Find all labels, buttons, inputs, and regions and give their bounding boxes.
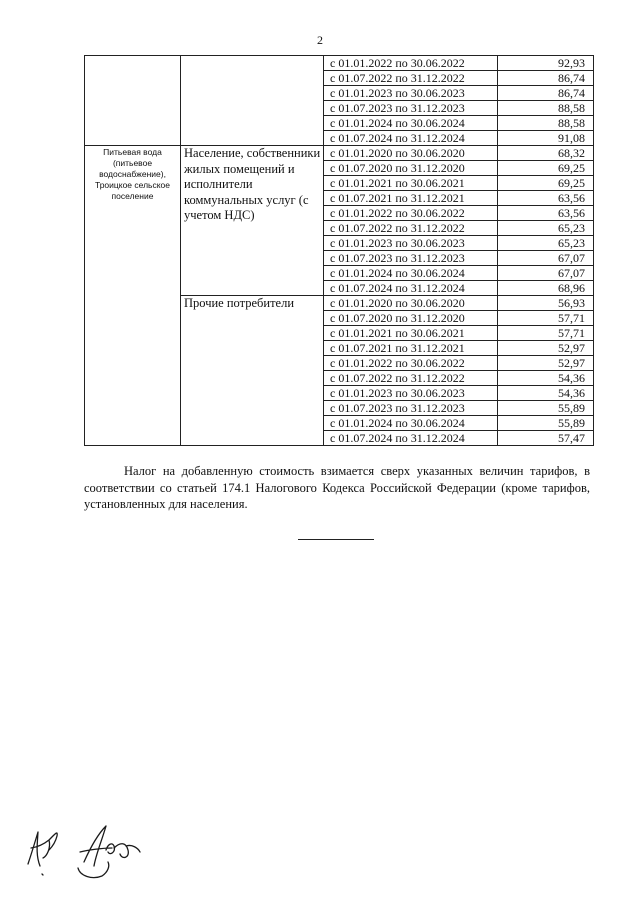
end-of-document-line bbox=[298, 539, 374, 540]
tariff-value-cell: 67,07 bbox=[498, 251, 594, 266]
period-cell: с 01.07.2022 по 31.12.2022 bbox=[324, 371, 498, 386]
period-cell: с 01.01.2020 по 30.06.2020 bbox=[324, 296, 498, 311]
period-cell: с 01.01.2022 по 30.06.2022 bbox=[324, 56, 498, 71]
tariff-value-cell: 88,58 bbox=[498, 101, 594, 116]
consumer-cell: Прочие потребители bbox=[181, 296, 324, 446]
table-row bbox=[85, 56, 594, 71]
tariff-value-cell: 91,08 bbox=[498, 131, 594, 146]
period-cell: с 01.01.2024 по 30.06.2024 bbox=[324, 416, 498, 431]
tariff-value-cell: 65,23 bbox=[498, 236, 594, 251]
tariff-table-body bbox=[85, 56, 594, 446]
tariff-value-cell: 57,47 bbox=[498, 431, 594, 446]
period-cell: с 01.07.2022 по 31.12.2022 bbox=[324, 71, 498, 86]
tariff-value-cell: 54,36 bbox=[498, 371, 594, 386]
tariff-value-cell: 56,93 bbox=[498, 296, 594, 311]
vat-note: Налог на добавленную стоимость взимается сверх указанных величин тарифов, в соответствии со статьей 174.1 Налогового Кодекса Российской Федерации (кроме тарифов, установленных для населения. bbox=[84, 464, 590, 511]
tariff-value-cell: 52,97 bbox=[498, 356, 594, 371]
consumer-cell bbox=[181, 56, 324, 146]
period-cell: с 01.07.2021 по 31.12.2021 bbox=[324, 191, 498, 206]
period-cell: с 01.07.2022 по 31.12.2022 bbox=[324, 221, 498, 236]
tariff-value-cell: 55,89 bbox=[498, 401, 594, 416]
period-cell: с 01.07.2020 по 31.12.2020 bbox=[324, 311, 498, 326]
period-cell: с 01.07.2024 по 31.12.2024 bbox=[324, 131, 498, 146]
signature-full bbox=[78, 826, 140, 878]
period-cell: с 01.07.2023 по 31.12.2023 bbox=[324, 401, 498, 416]
period-cell: с 01.07.2021 по 31.12.2021 bbox=[324, 341, 498, 356]
tariff-value-cell: 69,25 bbox=[498, 176, 594, 191]
table-row bbox=[85, 146, 594, 161]
period-cell: с 01.01.2022 по 30.06.2022 bbox=[324, 206, 498, 221]
tariff-value-cell: 86,74 bbox=[498, 71, 594, 86]
tariff-value-cell: 67,07 bbox=[498, 266, 594, 281]
tariff-value-cell: 69,25 bbox=[498, 161, 594, 176]
tariff-value-cell: 57,71 bbox=[498, 311, 594, 326]
tariff-value-cell: 68,96 bbox=[498, 281, 594, 296]
service-cell: Питьевая вода (питьевое водоснабжение), Троицкое сельское поселение bbox=[85, 146, 181, 446]
period-cell: с 01.07.2024 по 31.12.2024 bbox=[324, 431, 498, 446]
tariff-value-cell: 63,56 bbox=[498, 191, 594, 206]
period-cell: с 01.07.2024 по 31.12.2024 bbox=[324, 281, 498, 296]
tariff-value-cell: 88,58 bbox=[498, 116, 594, 131]
period-cell: с 01.07.2023 по 31.12.2023 bbox=[324, 251, 498, 266]
period-cell: с 01.07.2023 по 31.12.2023 bbox=[324, 101, 498, 116]
tariff-value-cell: 92,93 bbox=[498, 56, 594, 71]
period-cell: с 01.01.2021 по 30.06.2021 bbox=[324, 326, 498, 341]
service-cell bbox=[85, 56, 181, 146]
signatures bbox=[22, 822, 152, 884]
tariff-value-cell: 65,23 bbox=[498, 221, 594, 236]
period-cell: с 01.01.2023 по 30.06.2023 bbox=[324, 386, 498, 401]
tariff-value-cell: 55,89 bbox=[498, 416, 594, 431]
tariff-value-cell: 52,97 bbox=[498, 341, 594, 356]
tariff-value-cell: 57,71 bbox=[498, 326, 594, 341]
page-number: 2 bbox=[317, 33, 323, 47]
period-cell: с 01.01.2023 по 30.06.2023 bbox=[324, 86, 498, 101]
period-cell: с 01.01.2022 по 30.06.2022 bbox=[324, 356, 498, 371]
tariff-value-cell: 86,74 bbox=[498, 86, 594, 101]
signature-initials bbox=[28, 832, 57, 875]
tariff-table bbox=[84, 55, 594, 446]
consumer-cell: Население, собственники жилых помещений и исполнители коммунальных услуг (с учетом НДС) bbox=[181, 146, 324, 296]
period-cell: с 01.01.2020 по 30.06.2020 bbox=[324, 146, 498, 161]
period-cell: с 01.01.2021 по 30.06.2021 bbox=[324, 176, 498, 191]
period-cell: с 01.01.2023 по 30.06.2023 bbox=[324, 236, 498, 251]
tariff-value-cell: 63,56 bbox=[498, 206, 594, 221]
period-cell: с 01.07.2020 по 31.12.2020 bbox=[324, 161, 498, 176]
period-cell: с 01.01.2024 по 30.06.2024 bbox=[324, 266, 498, 281]
period-cell: с 01.01.2024 по 30.06.2024 bbox=[324, 116, 498, 131]
tariff-value-cell: 68,32 bbox=[498, 146, 594, 161]
tariff-value-cell: 54,36 bbox=[498, 386, 594, 401]
